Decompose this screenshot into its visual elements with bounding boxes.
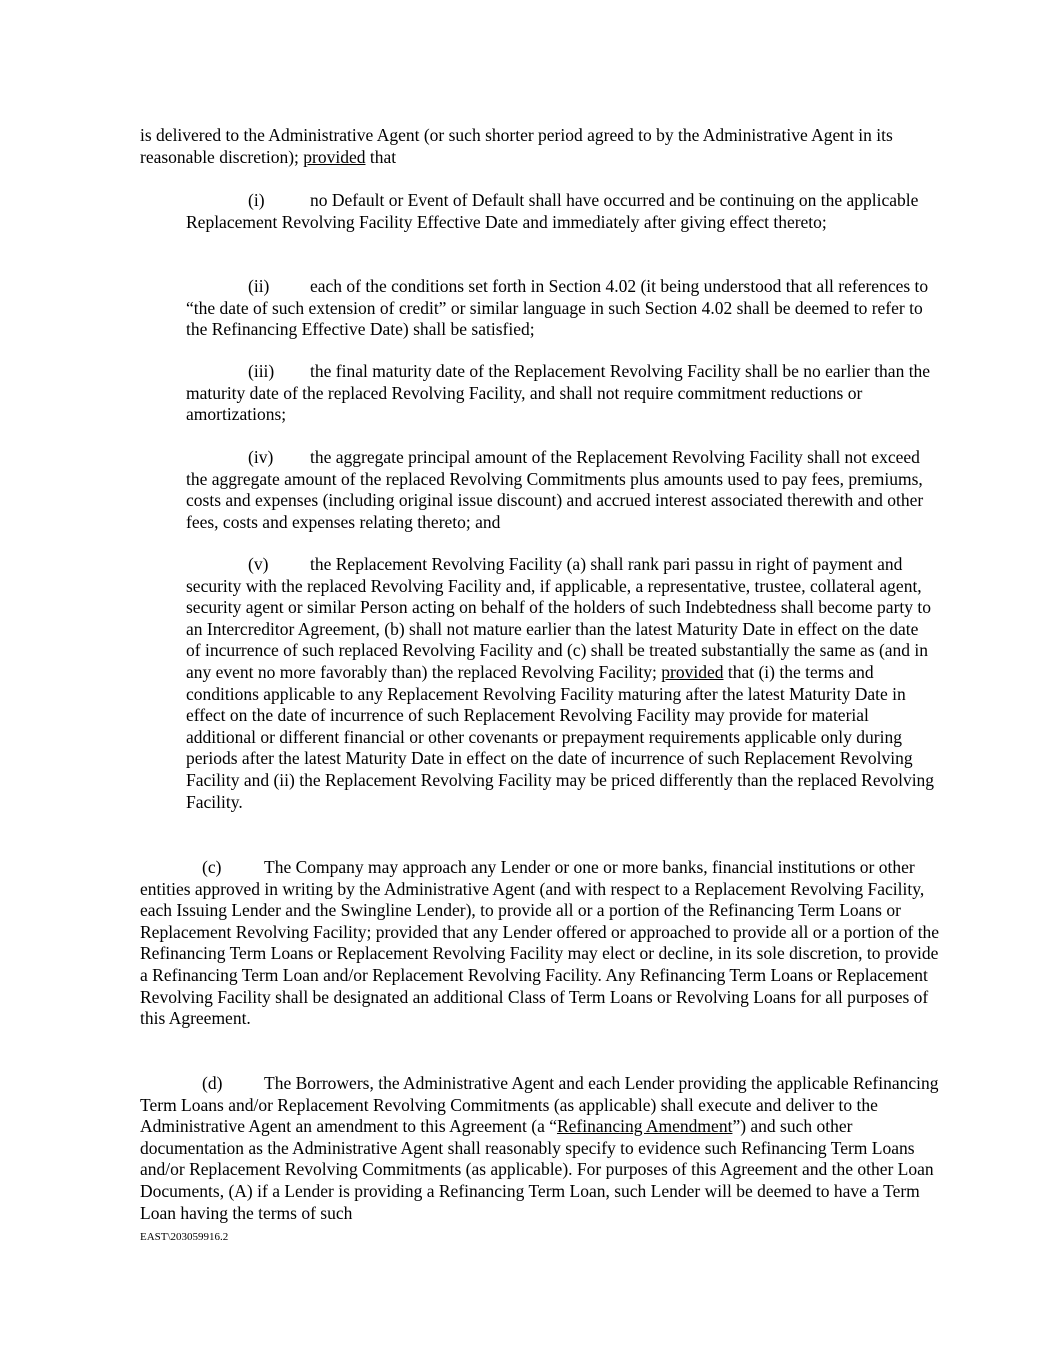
section-label: (c): [202, 857, 222, 877]
clause-label: (v): [248, 554, 269, 574]
clause-i: [186, 190, 936, 233]
document-id-footer: EAST\203059916.2: [140, 1231, 229, 1243]
intro-paragraph: is delivered to the Administrative Agent (or such shorter period agreed to by the Administrative Agent in its reasonable discretion); provided that: [140, 125, 893, 167]
section-label: (d): [202, 1073, 223, 1093]
clause-text: the final maturity date of the Replacement Revolving Facility shall be no earlier than the maturity date of the replaced Revolving Facility, and shall not require commitment reductions or amortizations;: [186, 361, 931, 425]
section-c-paragraph: [140, 857, 940, 1030]
clause-label: (iv): [248, 447, 274, 467]
clause-label: (i): [248, 190, 265, 210]
provided-term: provided: [661, 661, 724, 682]
clause-iv: [186, 447, 936, 533]
clause-ii: [186, 276, 936, 341]
section-d-paragraph: (d) The Borrowers, the Administrative Agent and each Lender providing the applicable Refinancing Term Loans and/or Replacement Revolving Commitments (as applicable) shall execute and deliver to the Administrative Agent an amendment to this Agreement (a “Refinancing Amendment”) and such other documentation as the Administrative Agent shall reasonably specify to evidence such Refinancing Term Loans and/or Replacement Revolving Commitments (as applicable). For purposes of this Agreement and the other Loan Documents, (A) if a Lender is providing a Refinancing Term Loan, such Lender will be deemed to have a Term Loan having the terms of such: [140, 1073, 939, 1223]
clause-v: (v) the Replacement Revolving Facility (a) shall rank pari passu in right of payment and security with the replaced Revolving Facility and, if applicable, a representative, trustee, collateral agent, security agent or similar Person acting on behalf of the holders of such Indebtedness shall become party to an Intercreditor Agreement, (b) shall not mature earlier than the latest Maturity Date in effect on the date of incurrence of such replaced Revolving Facility and (c) shall be treated substantially the same as (and in any event no more favorably than) the replaced Revolving Facility; provided that (i) the terms and conditions applicable to any Replacement Revolving Facility maturing after the latest Maturity Date in effect on the date of incurrence of such Replacement Revolving Facility may provide for material additional or different financial or other covenants or prepayment requirements applicable only during periods after the latest Maturity Date in effect on the date of incurrence of such Replacement Revolving Facility and (ii) the Replacement Revolving Facility may be priced differently than the replaced Revolving Facility.: [186, 554, 935, 812]
clause-label: (ii): [248, 276, 270, 296]
defined-term-refinancing-amendment: Refinancing Amendment: [556, 1116, 733, 1137]
clause-iii: [186, 361, 936, 426]
clause-text: the aggregate principal amount of the Replacement Revolving Facility shall not exceed the aggregate amount of the replaced Revolving Commitments plus amounts used to pay fees, premiums, costs and expenses (including original issue discount) and accrued interest associated therewith and other fees, costs and expenses relating thereto; and: [186, 447, 924, 532]
clause-text: each of the conditions set forth in Section 4.02 (it being understood that all references to “the date of such extension of credit” or similar language in such Section 4.02 shall be deemed to refer to the Refinancing Effective Date) shall be satisfied;: [186, 276, 929, 340]
clause-text: no Default or Event of Default shall have occurred and be continuing on the applicable Replacement Revolving Facility Effective Date and immediately after giving effect thereto;: [186, 190, 919, 232]
section-text: The Company may approach any Lender or one or more banks, financial institutions or other entities approved in writing by the Administrative Agent (and with respect to a Replacement Revolving Facility, each Issuing Lender and the Swingline Lender), to provide all or a portion of the Refinancing Term Loans or Replacement Revolving Facility; provided that any Lender offered or approached to provide all or a portion of the Refinancing Term Loans or Replacement Revolving Facility may elect or decline, in its sole discretion, to provide a Refinancing Term Loan and/or Replacement Revolving Facility. Any Refinancing Term Loans or Replacement Revolving Facility shall be designated an additional Class of Term Loans or Revolving Loans for all purposes of this Agreement.: [140, 857, 940, 1029]
clause-label: (iii): [248, 361, 275, 381]
provided-term: provided: [303, 146, 366, 167]
